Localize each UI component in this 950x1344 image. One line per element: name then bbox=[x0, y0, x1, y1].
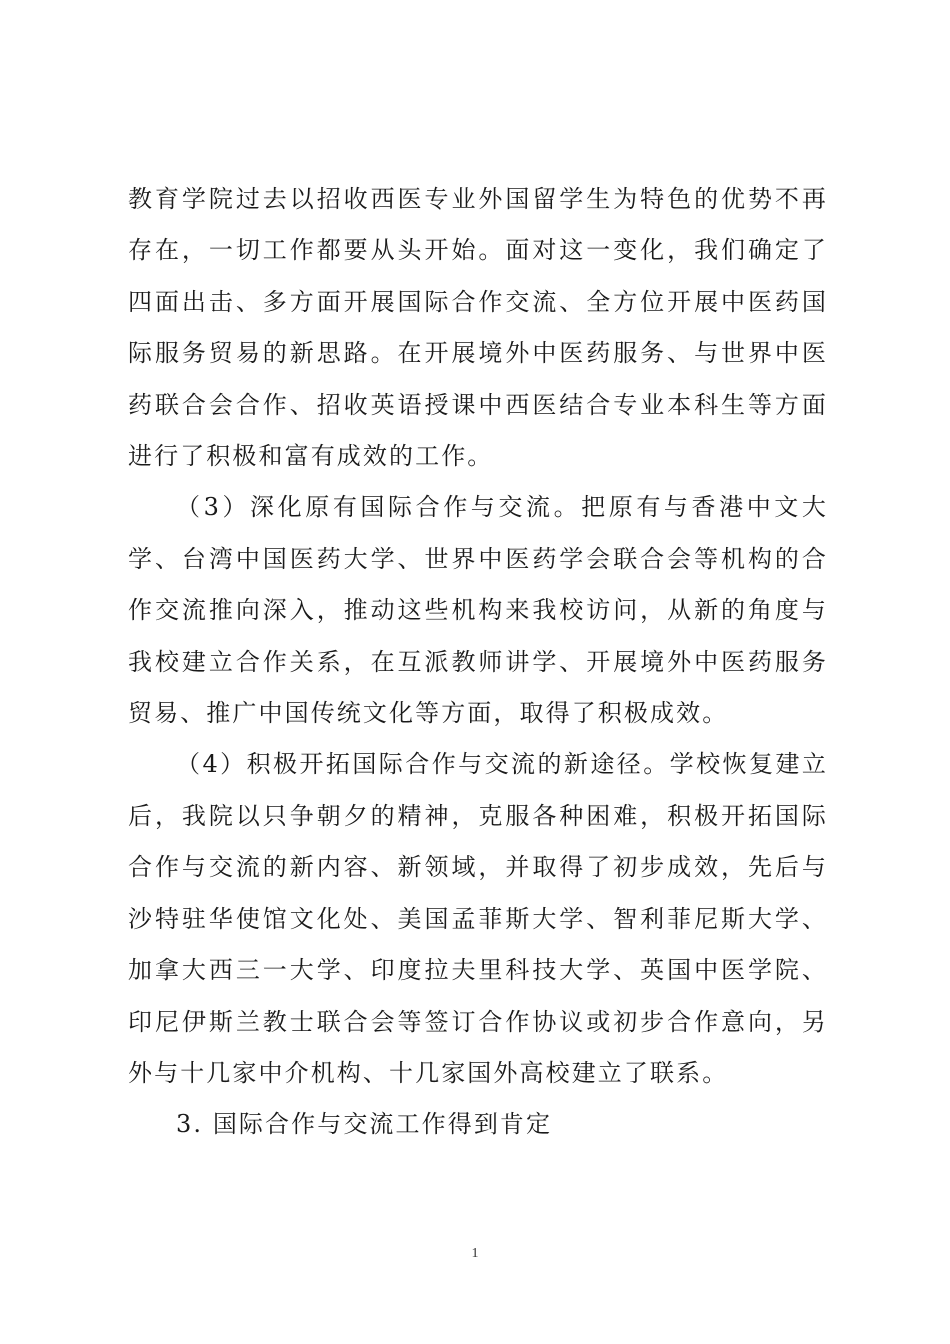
paragraph-item-3: （3）深化原有国际合作与交流。把原有与香港中文大学、台湾中国医药大学、世界中医药学会联合会等机构的合作交流推向深入，推动这些机构来我校访问，从新的角度与我校建立合作关系，在互派教师讲学、开展境外中医药服务贸易、推广中国传统文化等方面，取得了积极成效。 bbox=[128, 493, 828, 728]
page-number: 1 bbox=[471, 1246, 479, 1261]
paragraph-item-4: （4）积极开拓国际合作与交流的新途径。学校恢复建立后，我院以只争朝夕的精神，克服各种困难，积极开拓国际合作与交流的新内容、新领域，并取得了初步成效，先后与沙特驻华使馆文化处、美国孟菲斯大学、智利菲尼斯大学、加拿大西三一大学、印度拉夫里科技大学、英国中医学院、印尼伊斯兰教士联合会等签订合作协议或初步合作意向，另外与十几家中介机构、十几家国外高校建立了联系。 bbox=[128, 750, 828, 1087]
document-body bbox=[128, 174, 828, 1151]
section-heading: 3. 国际合作与交流工作得到肯定 bbox=[176, 1110, 553, 1139]
paragraph-continuation: 教育学院过去以招收西医专业外国留学生为特色的优势不再存在，一切工作都要从头开始。面对这一变化，我们确定了四面出击、多方面开展国际合作交流、全方位开展中医药国际服务贸易的新思路。在开展境外中医药服务、与世界中医药联合会合作、招收英语授课中西医结合专业本科生等方面进行了积极和富有成效的工作。 bbox=[128, 185, 828, 471]
